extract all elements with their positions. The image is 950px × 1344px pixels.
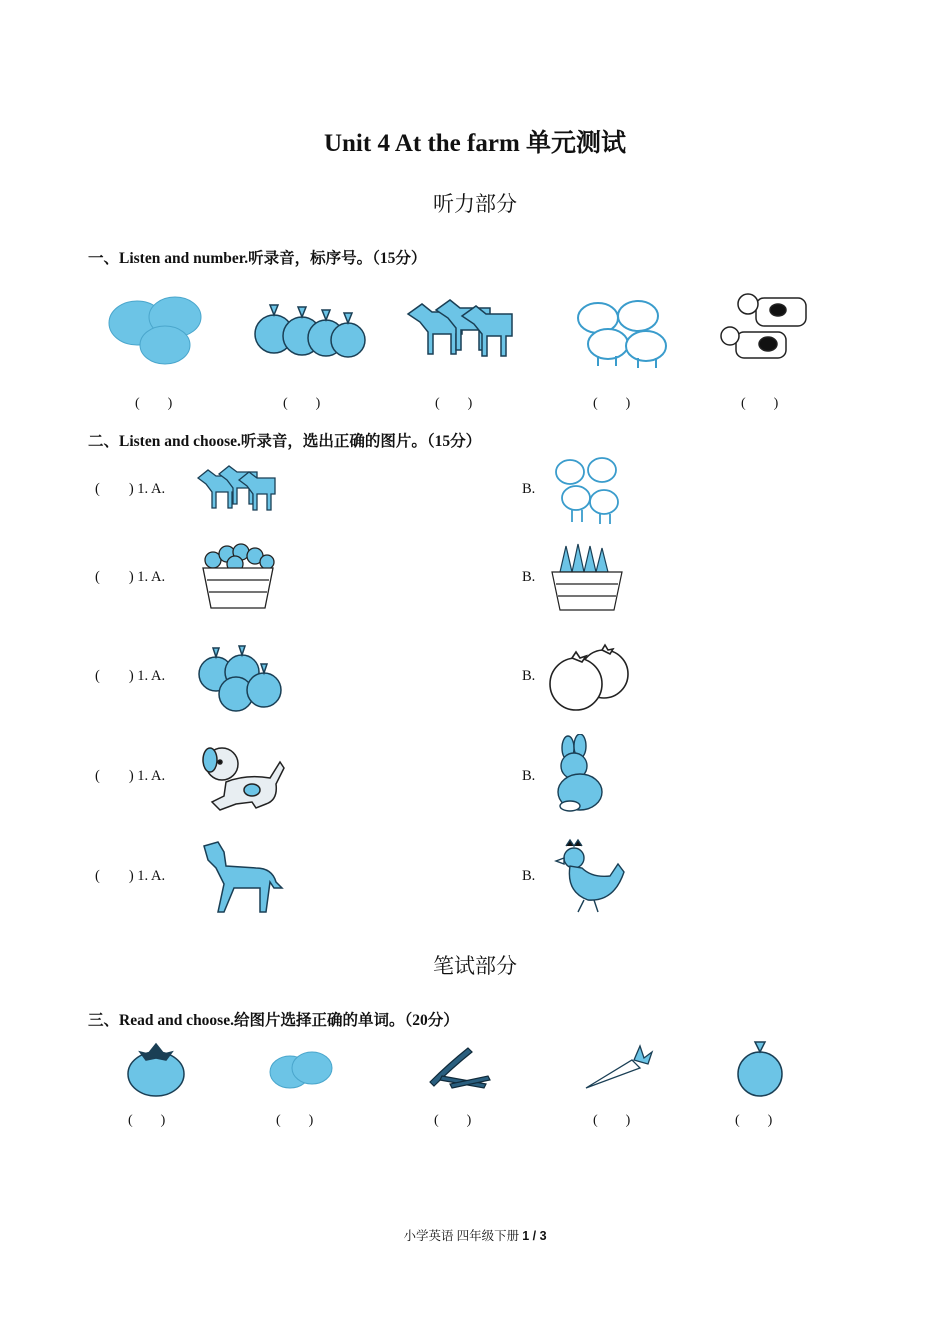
cows-icon bbox=[718, 288, 818, 370]
page-title: Unit 4 At the farm 单元测试 bbox=[323, 130, 627, 157]
part1-blank-5[interactable]: ( ) bbox=[741, 396, 779, 411]
part1-blank-3[interactable]: ( ) bbox=[435, 396, 473, 411]
hen-icon bbox=[548, 836, 632, 918]
onions-icon bbox=[250, 292, 370, 372]
part1-heading: 一、Listen and number.听录音，标序号。（15分） bbox=[88, 250, 427, 267]
footer-text: 小学英语 四年级下册 bbox=[403, 1229, 520, 1243]
part2-row2-label[interactable]: ( ) 1. A. bbox=[95, 569, 166, 585]
carrot-icon bbox=[578, 1038, 658, 1096]
part2-row1-b-label[interactable]: B. bbox=[522, 481, 536, 497]
part3-blank-4[interactable]: ( ) bbox=[593, 1113, 631, 1128]
part2-heading: 二、Listen and choose.听录音，选出正确的图片。（15分） bbox=[88, 433, 482, 450]
sheep-icon bbox=[568, 290, 678, 370]
part1-blank-2[interactable]: ( ) bbox=[283, 396, 321, 411]
potatoes-icon bbox=[95, 283, 225, 378]
part3-blank-2[interactable]: ( ) bbox=[276, 1113, 314, 1128]
part2-row3-label[interactable]: ( ) 1. A. bbox=[95, 668, 166, 684]
onion-icon bbox=[724, 1036, 796, 1100]
part2-row4-label[interactable]: ( ) 1. A. bbox=[95, 768, 166, 784]
part2-row4-b-label[interactable]: B. bbox=[522, 768, 536, 784]
part2-row5-b-label[interactable]: B. bbox=[522, 868, 536, 884]
page-number: 1 / 3 bbox=[522, 1229, 547, 1243]
part3-blank-3[interactable]: ( ) bbox=[434, 1113, 472, 1128]
tomato-icon bbox=[118, 1038, 194, 1100]
tomatoes-icon bbox=[546, 640, 632, 716]
rabbit-icon bbox=[546, 734, 624, 816]
part1-blank-1[interactable]: ( ) bbox=[135, 396, 173, 411]
part2-row1-label[interactable]: ( ) 1. A. bbox=[95, 481, 166, 497]
listening-section-title: 听力部分 bbox=[433, 192, 517, 216]
part3-blank-1[interactable]: ( ) bbox=[128, 1113, 166, 1128]
page-footer bbox=[0, 1226, 950, 1244]
writing-section-title: 笔试部分 bbox=[433, 954, 517, 978]
basket-of-carrots-icon bbox=[546, 538, 628, 616]
part2-row2-b-label[interactable]: B. bbox=[522, 569, 536, 585]
potatoes-icon bbox=[264, 1042, 336, 1096]
onions-icon bbox=[194, 644, 286, 714]
part2-row3-b-label[interactable]: B. bbox=[522, 668, 536, 684]
goats-icon bbox=[193, 456, 281, 524]
horse-icon bbox=[194, 838, 286, 918]
part3-blank-5[interactable]: ( ) bbox=[735, 1113, 773, 1128]
goats-icon bbox=[398, 284, 520, 372]
part1-blank-4[interactable]: ( ) bbox=[593, 396, 631, 411]
green-beans-icon bbox=[422, 1040, 494, 1096]
part3-heading: 三、Read and choose.给图片选择正确的单词。（20分） bbox=[88, 1012, 459, 1029]
sheep-icon bbox=[546, 452, 632, 528]
dog-icon bbox=[196, 738, 294, 816]
basket-of-onions-icon bbox=[197, 540, 279, 614]
part2-row5-label[interactable]: ( ) 1. A. bbox=[95, 868, 166, 884]
